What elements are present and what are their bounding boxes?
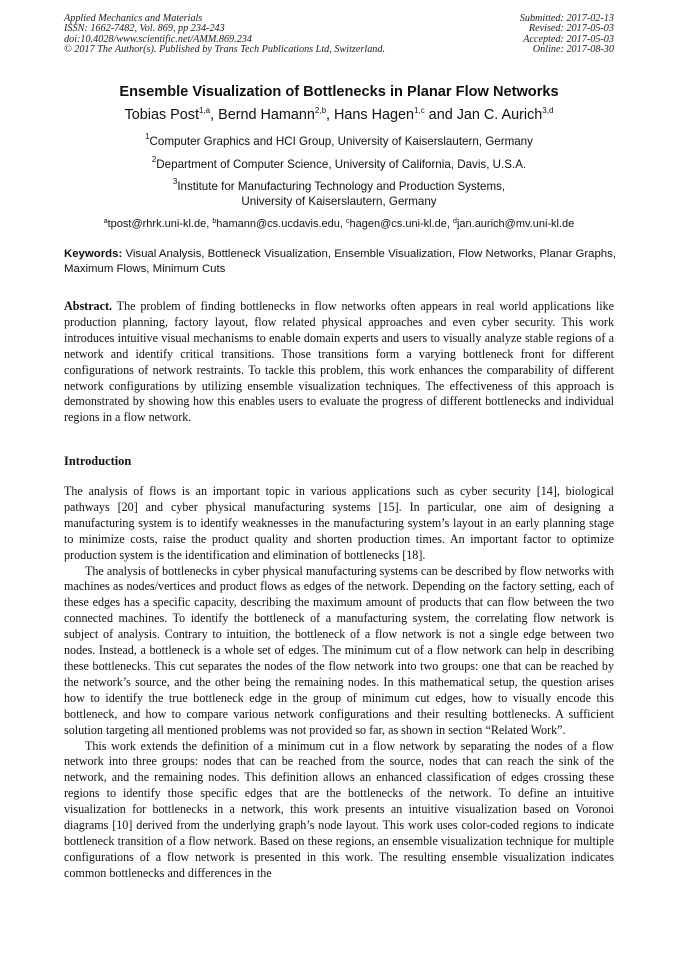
- author-separator: and: [424, 107, 457, 123]
- affiliation-text: Institute for Manufacturing Technology and Production Systems,: [177, 180, 506, 193]
- email-list: [0, 218, 678, 230]
- affiliation-mark: 1: [145, 132, 150, 141]
- affiliation-3: [0, 179, 678, 209]
- author-separator: ,: [326, 107, 335, 123]
- submitted-date: Submitted: 2017-02-13: [519, 13, 614, 24]
- doi-line[interactable]: doi:10.4028/www.scientific.net/AMM.869.234: [64, 33, 252, 45]
- issn-line: ISSN: 1662-7482, Vol. 869, pp 234-243: [64, 23, 225, 35]
- affiliation-1: [0, 134, 678, 149]
- email-address[interactable]: jan.aurich@mv.uni-kl.de: [456, 218, 575, 230]
- copyright-line: © 2017 The Author(s). Published by Trans Tech Publications Ltd, Switzerland.: [64, 44, 386, 56]
- journal-info: [64, 14, 385, 56]
- author-affiliation-mark: 1,a: [198, 106, 211, 115]
- email-mark: c: [346, 218, 350, 225]
- affiliation-text: Department of Computer Science, University of California, Davis, U.S.A.: [156, 158, 527, 171]
- email-mark: a: [103, 218, 108, 225]
- abstract-label: Abstract.: [64, 299, 113, 313]
- email-mark: b: [212, 218, 217, 225]
- author-affiliation-mark: 2,b: [314, 106, 327, 115]
- abstract: [64, 299, 614, 426]
- affiliation-text: Computer Graphics and HCI Group, University of Kaiserslautern, Germany: [149, 135, 533, 148]
- author-name: Jan C. Aurich: [456, 107, 543, 123]
- affiliation-text-line2: University of Kaiserslautern, Germany: [241, 195, 437, 208]
- keywords-label: Keywords:: [64, 248, 123, 260]
- keywords: [64, 247, 616, 278]
- paragraph: The analysis of flows is an important topic in various applications such as cyber security [14], biological pathways [20] and cyber physical manufacturing systems [15]. In particular, one aim of designing a manufacturing system is to identify weaknesses in the manufacturing system’s layout in an early planning stage to minimize costs, raise the product quality and shorten production times. An important factor to optimize production system is the identification and elimination of bottlenecks [18].: [64, 484, 614, 562]
- author-separator: ,: [210, 107, 219, 123]
- paper-title: Ensemble Visualization of Bottlenecks in Planar Flow Networks: [119, 84, 559, 100]
- email-address[interactable]: hagen@cs.uni-kl.de,: [349, 218, 454, 230]
- affiliation-2: [0, 157, 678, 172]
- section-heading-introduction: Introduction: [64, 454, 132, 468]
- journal-name: Applied Mechanics and Materials: [64, 13, 203, 24]
- email-address[interactable]: tpost@rhrk.uni-kl.de,: [107, 218, 213, 230]
- keywords-text: Visual Analysis, Bottleneck Visualization, Ensemble Visualization, Flow Networks, Planar Graphs, Maximum Flows, Minimum Cuts: [64, 248, 616, 276]
- email-mark: d: [453, 218, 457, 225]
- paragraph: The analysis of bottlenecks in cyber physical manufacturing systems can be described by flow networks with machines as nodes/vertices and product flows as edges of the network. Depending on the factory setting, each of these edges has a specific capacity, describing the maximum amount of products that can flow between the two connected machines. To identify the bottleneck of a manufacturing system, the correlating flow network is subject of analysis. Contrary to intuition, the bottleneck of a flow network is not a single edge between two nodes. Instead, a bottleneck is a whole set of edges. The minimum cut of a flow network can help in describing these bottlenecks. This cut separates the nodes of the flow network into two groups: one that can be reached by the network’s source, and the other being the remaining nodes. In this mathematical setup, the question arises how to identify the true bottleneck edge in the group of minimum cut edges, how to visually encode this bottleneck, and how to compare various network configurations and their resulting bottlenecks. A sufficient solution targeting all mentioned problems was not provided so far, as shown in section “Related Work”.: [64, 563, 614, 737]
- author-list: [0, 107, 678, 123]
- revised-date: Revised: 2017-05-03: [528, 23, 614, 35]
- submission-dates: [520, 14, 614, 56]
- introduction-body: [64, 484, 614, 882]
- abstract-text: The problem of finding bottlenecks in flow networks often appears in real world applications like production planning, factory layout, flow related physical approaches and even cyber security. This work introduces intuitive visual mechanisms to enable domain experts and users to visually analyze stable regions of a network and identify critical transitions. Those transitions form a varying bottleneck front for different configurations of network restraints. To tackle this problem, this work enhances the comparability of different network configurations by utilizing ensemble visualization techniques. The effectiveness of this approach is demonstrated by showing how this enables users to evaluate the progress of different bottlenecks and individual regions in a flow network.: [64, 299, 614, 425]
- affiliation-mark: 2: [151, 155, 157, 164]
- author-name: Hans Hagen: [334, 107, 415, 123]
- paragraph: This work extends the definition of a minimum cut in a flow network by separating the nodes of a flow network into three groups: nodes that can be reached from the source, nodes that can reach the sink of the network, and the remaining nodes. This definition allows an enhanced classification of edges crossing these regions to identify those specific edges that are the bottlenecks of the network. To define an intuitive visualization for bottlenecks in a network, this work presents an intuitive visualization based on Voronoi diagrams [10] derived from the underlying graph’s node layout. This work uses color-coded regions to indicate bottleneck transition of a flow network. Based on these regions, an ensemble visualization technique for multiple configurations of a flow network is presented in this work. The resulting ensemble visualization indicates common bottlenecks and differences in the: [64, 738, 614, 880]
- online-date: Online: 2017-08-30: [532, 44, 614, 56]
- email-address[interactable]: hamann@cs.ucdavis.edu,: [216, 218, 347, 230]
- author-affiliation-mark: 1,c: [414, 106, 425, 115]
- author-name: Tobias Post: [124, 107, 199, 123]
- affiliation-mark: 3: [172, 177, 178, 186]
- author-affiliation-mark: 3,d: [542, 106, 554, 115]
- accepted-date: Accepted: 2017-05-03: [523, 33, 614, 45]
- author-name: Bernd Hamann: [218, 107, 315, 123]
